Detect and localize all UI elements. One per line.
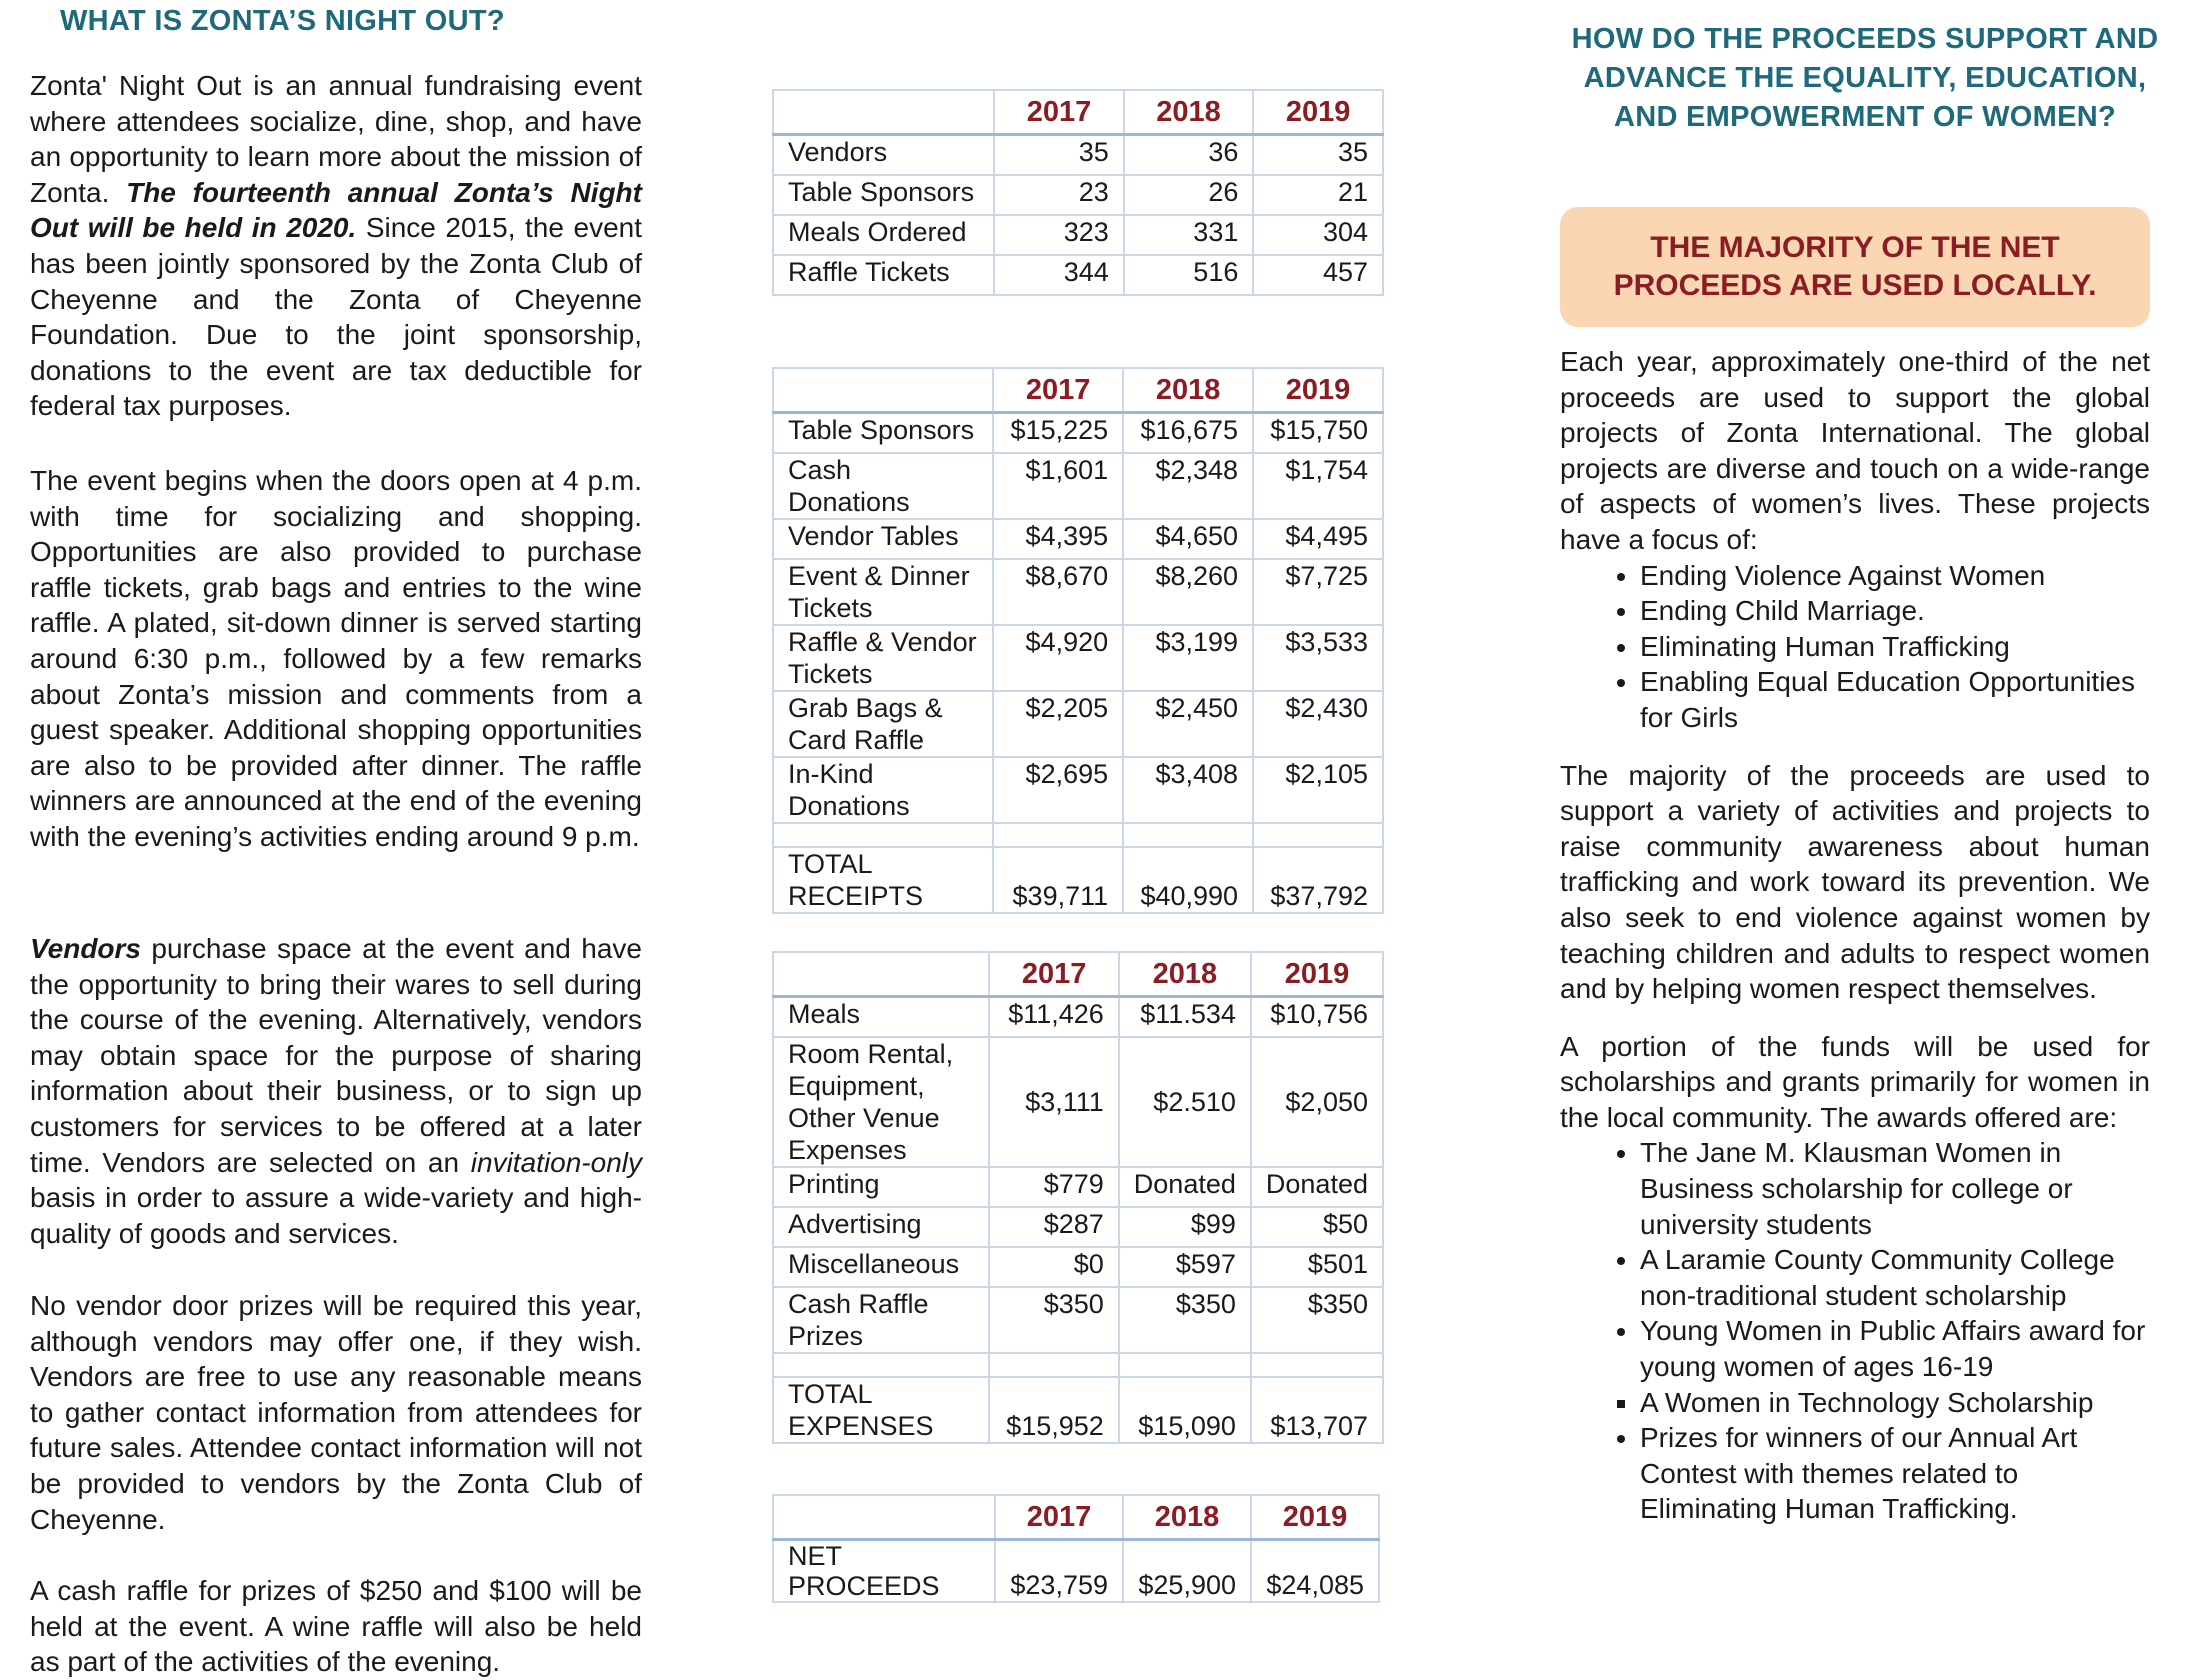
empty-cell xyxy=(1253,823,1383,847)
table-row xyxy=(773,255,1383,295)
list-item: ▪ A Women in Technology Scholarship xyxy=(1640,1385,2150,1421)
total-value: $15,090 xyxy=(1119,1377,1251,1443)
total-label: TOTAL RECEIPTS xyxy=(773,847,993,913)
row-value: $350 xyxy=(1251,1287,1383,1353)
row-value: $3,199 xyxy=(1123,625,1253,691)
list-item: • A Laramie County Community College non-traditional student scholarship xyxy=(1640,1242,2150,1313)
table-row xyxy=(773,1207,1383,1247)
intro-text: Zonta' Night Out is an annual fundraising event where attendees socialize, dine, shop, and have an opportunity to learn more about the mission of Zonta. xyxy=(30,70,642,208)
table-header-row xyxy=(773,1495,1379,1540)
row-value: $7,725 xyxy=(1253,559,1383,625)
year-header: 2018 xyxy=(1124,90,1254,135)
header-blank xyxy=(773,368,993,413)
net-proceeds-value: $23,759 xyxy=(995,1540,1123,1603)
total-value: $40,990 xyxy=(1123,847,1253,913)
year-header: 2019 xyxy=(1253,368,1383,413)
list-item: • Ending Violence Against Women xyxy=(1640,558,2150,594)
receipts-table xyxy=(772,367,1384,914)
row-value: $11.534 xyxy=(1119,997,1251,1038)
raffle-paragraph: A cash raffle for prizes of $250 and $100 will be held at the event. A wine raffle will also be held as part of the activities of the evening. xyxy=(30,1575,642,1678)
row-value: $16,675 xyxy=(1123,413,1253,454)
row-label: Vendor Tables xyxy=(773,519,993,559)
row-value: $2,105 xyxy=(1253,757,1383,823)
table-row xyxy=(773,519,1383,559)
row-value: $779 xyxy=(989,1167,1118,1207)
table-row xyxy=(773,997,1383,1038)
section-heading-proceeds: HOW DO THE PROCEEDS SUPPORT AND ADVANCE THE EQUALITY, EDUCATION, AND EMPOWERMENT OF WOMEN? xyxy=(1571,23,2159,133)
year-header: 2017 xyxy=(989,952,1118,997)
table-row xyxy=(773,215,1383,255)
door-prizes-paragraph: No vendor door prizes will be required this year, although vendors may offer one, if they wish. Vendors are free to use any reasonable means to gather contact information from attendees for future sales. Attendee contact information will not be provided to vendors by the Zonta Club of Cheyenne. xyxy=(30,1290,642,1535)
right-body xyxy=(1560,344,2150,1527)
section-heading-what-is: WHAT IS ZONTA’S NIGHT OUT? xyxy=(60,5,505,37)
row-value: 21 xyxy=(1253,175,1383,215)
row-value: $50 xyxy=(1251,1207,1383,1247)
header-blank xyxy=(773,90,994,135)
total-value: $39,711 xyxy=(993,847,1123,913)
row-label: Miscellaneous xyxy=(773,1247,989,1287)
row-label: Cash Donations xyxy=(773,453,993,519)
row-label: In-Kind Donations xyxy=(773,757,993,823)
scholarships-paragraph: A portion of the funds will be used for scholarships and grants primarily for women in the local community. The awards offered are: xyxy=(1560,1030,2150,1133)
net-proceeds-label: NET PROCEEDS xyxy=(773,1540,995,1603)
intro-paragraph xyxy=(30,68,642,424)
row-value: $4,920 xyxy=(993,625,1123,691)
stats-table xyxy=(772,89,1384,296)
net-proceeds-row xyxy=(773,1540,1379,1603)
year-header: 2018 xyxy=(1119,952,1251,997)
list-item: • Prizes for winners of our Annual Art Contest with themes related to Eliminating Human Trafficking. xyxy=(1640,1420,2150,1527)
list-item: • Young Women in Public Affairs award for young women of ages 16-19 xyxy=(1640,1313,2150,1384)
empty-cell xyxy=(993,823,1123,847)
vendors-text-cont: basis in order to assure a wide-variety and high-quality of goods and services. xyxy=(30,1182,642,1249)
row-value: $3,533 xyxy=(1253,625,1383,691)
row-label: Advertising xyxy=(773,1207,989,1247)
spacer-row xyxy=(773,823,1383,847)
row-value: $3,111 xyxy=(989,1037,1118,1167)
row-value: 304 xyxy=(1253,215,1383,255)
row-label: Meals xyxy=(773,997,989,1038)
majority-paragraph: The majority of the proceeds are used to support a variety of activities and projects to raise community awareness about human trafficking and work toward its prevention. We also seek to end violence against women by teaching children and adults to respect women and by helping women respect themselves. xyxy=(1560,759,2150,1005)
year-header: 2019 xyxy=(1253,90,1383,135)
row-label: Table Sponsors xyxy=(773,413,993,454)
table-header-row xyxy=(773,368,1383,413)
row-value: 344 xyxy=(994,255,1124,295)
row-value: $8,260 xyxy=(1123,559,1253,625)
row-value: 331 xyxy=(1124,215,1254,255)
row-label: Cash Raffle Prizes xyxy=(773,1287,989,1353)
net-proceeds-value: $24,085 xyxy=(1251,1540,1379,1603)
callout-box xyxy=(1560,207,2150,327)
net-proceeds-value: $25,900 xyxy=(1123,1540,1251,1603)
year-header: 2018 xyxy=(1123,368,1253,413)
row-value: $2,450 xyxy=(1123,691,1253,757)
list-item: • Eliminating Human Trafficking xyxy=(1640,629,2150,665)
row-value: Donated xyxy=(1251,1167,1383,1207)
list-item: • Ending Child Marriage. xyxy=(1640,593,2150,629)
row-label: Table Sponsors xyxy=(773,175,994,215)
row-value: 23 xyxy=(994,175,1124,215)
year-header: 2017 xyxy=(995,1495,1123,1540)
row-label: Printing xyxy=(773,1167,989,1207)
total-row xyxy=(773,847,1383,913)
header-blank xyxy=(773,1495,995,1540)
row-value: $11,426 xyxy=(989,997,1118,1038)
total-value: $13,707 xyxy=(1251,1377,1383,1443)
row-value: $2,205 xyxy=(993,691,1123,757)
table-row xyxy=(773,175,1383,215)
event-paragraph: The event begins when the doors open at 4 p.m. with time for socializing and shopping. Opportunities are also provided to purchase raffle tickets, grab bags and entries to the wine raffle. A plated, sit-down dinner is served starting around 6:30 p.m., followed by a few remarks about Zonta’s mission and comments from a guest speaker. Additional shopping opportunities are also to be provided after dinner. The raffle winners are announced at the end of the evening with the evening’s activities ending around 9 p.m. xyxy=(30,465,642,852)
empty-cell xyxy=(773,823,993,847)
empty-cell xyxy=(1251,1353,1383,1377)
empty-cell xyxy=(773,1353,989,1377)
row-label: Meals Ordered xyxy=(773,215,994,255)
row-value: $15,225 xyxy=(993,413,1123,454)
row-value: 36 xyxy=(1124,135,1254,176)
row-label: Raffle Tickets xyxy=(773,255,994,295)
year-header: 2017 xyxy=(994,90,1124,135)
table-row xyxy=(773,559,1383,625)
table-header-row xyxy=(773,90,1383,135)
vendors-label: Vendors xyxy=(30,933,141,964)
total-value: $15,952 xyxy=(989,1377,1118,1443)
table-row xyxy=(773,135,1383,176)
empty-cell xyxy=(989,1353,1118,1377)
row-value: Donated xyxy=(1119,1167,1251,1207)
row-value: 35 xyxy=(1253,135,1383,176)
callout-text: THE MAJORITY OF THE NET PROCEEDS ARE USED LOCALLY. xyxy=(1613,231,2097,302)
table-row xyxy=(773,625,1383,691)
awards-list xyxy=(1560,1135,2150,1527)
row-label: Event & Dinner Tickets xyxy=(773,559,993,625)
row-value: $2,430 xyxy=(1253,691,1383,757)
row-value: $3,408 xyxy=(1123,757,1253,823)
table-row xyxy=(773,691,1383,757)
row-label: Raffle & Vendor Tickets xyxy=(773,625,993,691)
vendors-text: purchase space at the event and have the opportunity to bring their wares to sell during the course of the evening. Alternatively, vendors may obtain space for the purpose of sharing information about their business, or to sign up customers for services to be offered at a later time. Vendors are selected on an xyxy=(30,933,642,1178)
row-value: 457 xyxy=(1253,255,1383,295)
table-row xyxy=(773,1247,1383,1287)
focus-list xyxy=(1560,558,2150,736)
row-value: $597 xyxy=(1119,1247,1251,1287)
row-label: Room Rental, Equipment, Other Venue Expenses xyxy=(773,1037,989,1167)
header-blank xyxy=(773,952,989,997)
year-header: 2018 xyxy=(1123,1495,1251,1540)
row-value: $2,695 xyxy=(993,757,1123,823)
row-value: $4,395 xyxy=(993,519,1123,559)
row-value: $4,495 xyxy=(1253,519,1383,559)
row-value: 26 xyxy=(1124,175,1254,215)
net-proceeds-table xyxy=(772,1494,1380,1603)
empty-cell xyxy=(1123,823,1253,847)
invitation-only-text: invitation-only xyxy=(470,1146,642,1178)
row-value: 516 xyxy=(1124,255,1254,295)
row-value: $350 xyxy=(1119,1287,1251,1353)
row-value: $2,050 xyxy=(1251,1037,1383,1167)
total-value: $37,792 xyxy=(1253,847,1383,913)
spacer-row xyxy=(773,1353,1383,1377)
row-value: $2,348 xyxy=(1123,453,1253,519)
table-row xyxy=(773,453,1383,519)
year-header: 2017 xyxy=(993,368,1123,413)
row-value: $99 xyxy=(1119,1207,1251,1247)
list-item: • Enabling Equal Education Opportunities for Girls xyxy=(1640,664,2150,735)
row-value: $350 xyxy=(989,1287,1118,1353)
row-value: $4,650 xyxy=(1123,519,1253,559)
table-row xyxy=(773,1287,1383,1353)
row-value: $15,750 xyxy=(1253,413,1383,454)
row-value: $501 xyxy=(1251,1247,1383,1287)
year-header: 2019 xyxy=(1251,1495,1379,1540)
total-label: TOTAL EXPENSES xyxy=(773,1377,989,1443)
row-value: $8,670 xyxy=(993,559,1123,625)
row-value: $287 xyxy=(989,1207,1118,1247)
row-value: 35 xyxy=(994,135,1124,176)
table-header-row xyxy=(773,952,1383,997)
row-label: Grab Bags & Card Raffle xyxy=(773,691,993,757)
row-label: Vendors xyxy=(773,135,994,176)
table-row xyxy=(773,757,1383,823)
row-value: $0 xyxy=(989,1247,1118,1287)
intro-text-cont: Since 2015, the event has been jointly sponsored by the Zonta Club of Cheyenne and the Zonta of Cheyenne Foundation. Due to the joint sponsorship, donations to the event are tax deductible for federal tax purposes. xyxy=(30,212,642,422)
row-value: 323 xyxy=(994,215,1124,255)
row-value: $10,756 xyxy=(1251,997,1383,1038)
table-row xyxy=(773,413,1383,454)
total-row xyxy=(773,1377,1383,1443)
empty-cell xyxy=(1119,1353,1251,1377)
global-projects-paragraph: Each year, approximately one-third of the net proceeds are used to support the global projects of Zonta International. The global projects are diverse and touch on a wide-range of aspects of women’s lives. These projects have a focus of: xyxy=(1560,346,2150,555)
year-header: 2019 xyxy=(1251,952,1383,997)
vendors-paragraph xyxy=(30,931,642,1251)
row-value: $1,754 xyxy=(1253,453,1383,519)
table-row xyxy=(773,1037,1383,1167)
list-item: • The Jane M. Klausman Women in Business scholarship for college or university students xyxy=(1640,1135,2150,1242)
row-value: $2.510 xyxy=(1119,1037,1251,1167)
table-row xyxy=(773,1167,1383,1207)
intro-emphasis: The fourteenth annual Zonta’s Night Out will be held in 2020. xyxy=(30,176,642,244)
row-value: $1,601 xyxy=(993,453,1123,519)
expenses-table xyxy=(772,951,1384,1444)
